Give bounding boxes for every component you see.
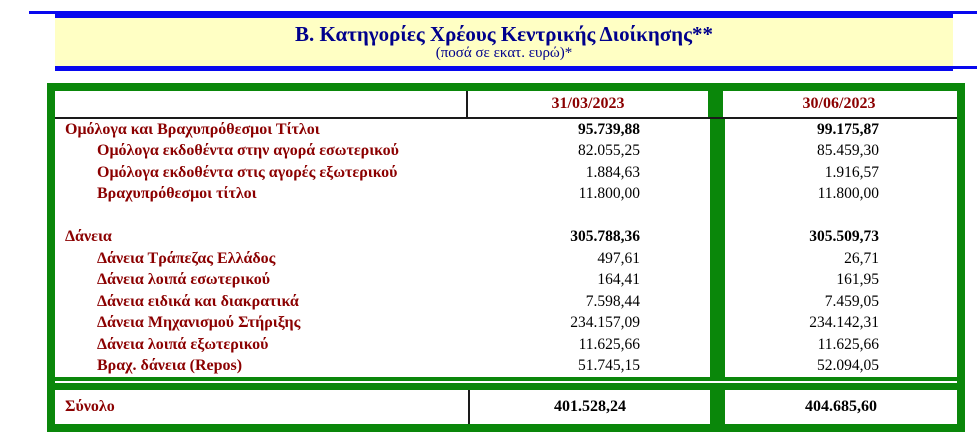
table-row xyxy=(55,356,957,378)
row-value-col1 xyxy=(468,205,710,227)
row-value-col2: 99.175,87 xyxy=(710,119,957,141)
row-label: Δάνεια Τράπεζας Ελλάδος xyxy=(97,249,276,267)
row-label xyxy=(55,205,468,227)
table-row xyxy=(55,270,957,292)
row-label: Δάνεια ειδικά και διακρατικά xyxy=(97,292,299,310)
total-label: Σύνολο xyxy=(65,398,115,415)
table-row xyxy=(55,334,957,356)
row-value-col1: 1.884,63 xyxy=(585,163,640,181)
row-label: Βραχυπρόθεσμοι τίτλοι xyxy=(97,185,257,203)
title-banner xyxy=(55,13,953,71)
row-value-col1: 82.055,25 xyxy=(578,142,640,160)
row-value-col1: 11.800,00 xyxy=(578,185,640,203)
row-value-col2: 52.094,05 xyxy=(710,356,957,378)
page-title: Β. Κατηγορίες Χρέους Κεντρικής Διοίκησης** xyxy=(295,21,713,46)
row-value-col2: 161,95 xyxy=(710,270,957,292)
row-value-col2: 1.916,57 xyxy=(710,162,957,184)
row-value-col1: 497,61 xyxy=(597,249,640,267)
table-header-row xyxy=(55,91,957,119)
row-label: Δάνεια xyxy=(65,228,112,246)
table-row xyxy=(55,227,957,249)
row-value-col1: 234.157,09 xyxy=(570,314,640,332)
table-row xyxy=(55,162,957,184)
row-value-col2: 11.625,66 xyxy=(710,334,957,356)
row-label: Δάνεια λοιπά εσωτερικού xyxy=(97,271,271,289)
table-row xyxy=(55,141,957,163)
debt-categories-table xyxy=(47,83,965,432)
header-date-col2: 30/06/2023 xyxy=(708,91,955,117)
row-label: Ομόλογα εκδοθέντα στις αγορές εξωτερικού xyxy=(97,163,398,181)
row-value-col1: 7.598,44 xyxy=(585,292,640,310)
row-value-col2: 26,71 xyxy=(710,248,957,270)
row-value-col1: 51.745,15 xyxy=(578,357,640,375)
row-label: Δάνεια λοιπά εξωτερικού xyxy=(97,335,269,353)
total-row xyxy=(55,390,957,424)
row-value-col2: 11.800,00 xyxy=(710,184,957,206)
total-value-col1: 401.528,24 xyxy=(468,390,710,424)
table-body xyxy=(55,119,957,377)
row-label: Βραχ. δάνεια (Repos) xyxy=(97,357,243,375)
header-date-col1: 31/03/2023 xyxy=(466,91,708,117)
table-row xyxy=(55,248,957,270)
row-value-col2 xyxy=(710,205,957,227)
row-value-col2: 85.459,30 xyxy=(710,141,957,163)
row-value-col1: 164,41 xyxy=(597,271,640,289)
row-value-col1: 95.739,88 xyxy=(578,120,640,138)
header-empty-cell xyxy=(55,91,466,117)
row-value-col1: 305.788,36 xyxy=(570,228,640,246)
table-row xyxy=(55,205,957,227)
total-separator-bar xyxy=(55,377,957,390)
row-value-col2: 234.142,31 xyxy=(710,313,957,335)
table-row xyxy=(55,184,957,206)
table-row xyxy=(55,313,957,335)
row-label: Ομόλογα και Βραχυπρόθεσμοι Τίτλοι xyxy=(65,120,320,138)
page-subtitle: (ποσά σε εκατ. ευρώ)* xyxy=(435,44,573,61)
table-row xyxy=(55,119,957,141)
row-value-col2: 305.509,73 xyxy=(710,227,957,249)
row-value-col1: 11.625,66 xyxy=(578,335,640,353)
total-value-col2: 404.685,60 xyxy=(710,390,957,424)
row-value-col2: 7.459,05 xyxy=(710,291,957,313)
row-label: Ομόλογα εκδοθέντα στην αγορά εσωτερικού xyxy=(97,142,399,160)
table-row xyxy=(55,291,957,313)
row-label: Δάνεια Μηχανισμού Στήριξης xyxy=(97,314,301,332)
